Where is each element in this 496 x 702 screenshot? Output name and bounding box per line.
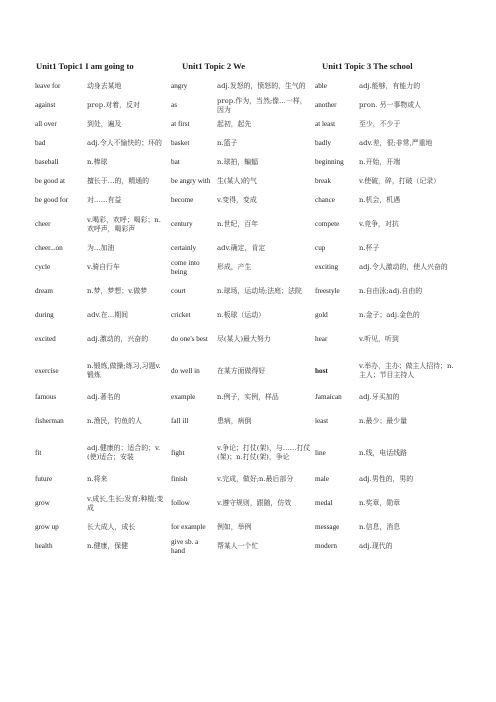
vocab-definition: 患病，病倒 — [217, 417, 252, 426]
vocab-word: health — [35, 542, 53, 551]
vocab-definition: adj.著名的 — [87, 393, 121, 402]
vocab-word: bat — [171, 158, 180, 167]
vocab-definition: v.成长,生长;发育;种植;变成 — [87, 494, 164, 512]
vocab-word: finish — [171, 475, 188, 484]
vocab-word: be good for — [35, 196, 69, 205]
vocab-word: cricket — [171, 311, 191, 320]
vocab-definition: n.最少；最少量 — [359, 417, 407, 426]
vocab-word: hear — [315, 335, 328, 344]
vocab-definition: n.板球（运动） — [217, 311, 265, 320]
vocab-word: example — [171, 393, 196, 402]
vocab-definition: v.竞争，对抗 — [359, 220, 399, 229]
vocab-word: leave for — [35, 82, 61, 91]
vocab-word: do well in — [171, 366, 200, 375]
vocab-definition: n.梦，梦想；v.做梦 — [87, 287, 148, 296]
vocab-word: excited — [35, 335, 56, 344]
table-row — [33, 77, 461, 96]
vocab-word: cheer...on — [35, 244, 63, 253]
vocab-definition: n.奖章，勋章 — [359, 499, 401, 508]
vocab-word: fight — [171, 448, 185, 457]
vocab-word: become — [171, 196, 194, 205]
vocab-definition: adj.健康的；适合的；v.(使)适合；安装 — [87, 444, 161, 461]
vocab-definition: 例如，举例 — [217, 523, 252, 532]
vocab-definition: n.棒球 — [87, 158, 108, 167]
vocab-word: dream — [35, 287, 53, 296]
vocab-definition: 为...加油 — [87, 244, 115, 253]
vocab-word: during — [35, 311, 54, 320]
vocab-word: give sb. a hand — [171, 537, 199, 555]
table-row — [33, 306, 461, 325]
vocab-definition: n.球场，运动场;法庭；法院 — [217, 287, 302, 296]
table-row — [33, 239, 461, 258]
vocab-definition: n.篮子 — [217, 139, 238, 148]
vocab-definition: v.喝彩，欢呼；喝彩；n.欢呼声，喝彩声 — [87, 215, 161, 233]
vocab-word: baseball — [35, 158, 59, 167]
table-row — [33, 537, 461, 556]
vocab-definition: 起初，起先 — [217, 120, 252, 129]
vocab-word: bad — [35, 139, 46, 148]
vocab-definition: prep.作为，当然;像…一样，因为 — [217, 96, 307, 114]
vocab-word: court — [171, 287, 186, 296]
vocab-definition: prep.对着，反对 — [87, 101, 140, 110]
vocab-definition: 尽(某人)最大努力 — [217, 335, 271, 344]
vocab-definition: v.使破，碎，打破（记录） — [359, 177, 441, 186]
vocab-word: message — [315, 523, 340, 532]
vocab-definition: 形成，产生 — [217, 263, 252, 272]
vocab-word: cheer — [35, 220, 51, 229]
vocab-definition: adj.能够，有能力的 — [359, 82, 421, 91]
vocab-definition: n.世纪，百年 — [217, 220, 259, 229]
vocab-definition: n.金子；adj.金色的 — [359, 311, 420, 320]
vocab-definition: adj.男性的，男的 — [359, 475, 414, 484]
vocab-word: modern — [315, 542, 337, 551]
vocab-word: be angry with — [171, 177, 211, 186]
vocab-definition: 在某方面做得好 — [217, 366, 266, 375]
vocab-definition: n.线，电话线路 — [359, 448, 407, 457]
vocab-word: another — [315, 101, 337, 110]
vocab-definition: adj.令人激动的，使人兴奋的 — [359, 263, 448, 272]
vocab-word: fit — [35, 448, 42, 457]
vocab-definition: v.听见，听到 — [359, 335, 399, 344]
vocab-definition: n.健康，保健 — [87, 542, 129, 551]
vocab-definition: pron. 另一事物或人 — [359, 101, 422, 110]
vocab-definition: 长大成人，成长 — [87, 523, 136, 532]
vocab-definition: adj.现代的 — [359, 542, 393, 551]
vocab-definition: adv.在...期间 — [87, 311, 129, 320]
vocab-word: cycle — [35, 263, 51, 272]
vocab-definition: v.变得，变成 — [217, 196, 257, 205]
vocab-definition: v.完成，做好;n.最后部分 — [217, 475, 294, 484]
vocab-word: line — [315, 448, 326, 457]
vocab-word: grow up — [35, 523, 59, 532]
vocabulary-table — [33, 77, 461, 556]
table-row — [33, 96, 461, 115]
vocab-definition: n.信息，消息 — [359, 523, 401, 532]
vocab-word: century — [171, 220, 193, 229]
vocab-definition: n.渔民，钓鱼的人 — [87, 417, 142, 426]
vocab-word: angry — [171, 82, 188, 91]
header-topic3: Unit1 Topic 3 The school — [322, 61, 413, 71]
table-row — [33, 354, 461, 388]
vocab-word: at first — [171, 120, 190, 129]
header-topic1: Unit1 Topic1 I am going to — [36, 61, 134, 71]
vocab-definition: adj.激动的，兴奋的 — [87, 335, 149, 344]
vocab-word: break — [315, 177, 331, 186]
vocab-definition: 生(某人)的气 — [217, 177, 257, 186]
vocab-definition: n.杯子 — [359, 244, 380, 253]
vocab-definition: n.机会，机遇 — [359, 196, 401, 205]
table-row — [33, 210, 461, 239]
vocab-definition: v.骑自行车 — [87, 263, 120, 272]
vocab-definition: adv.差，很;非常,严重地 — [359, 139, 433, 148]
vocab-definition: v.争论；打仗(架)，与……打仗(架)；n.打仗(架)，争论 — [217, 444, 311, 461]
vocab-definition: 动身去某地 — [87, 82, 122, 91]
table-headers — [36, 61, 456, 75]
vocab-word: as — [171, 101, 177, 110]
vocab-word: come into being — [171, 258, 200, 276]
vocab-word: do one's best — [171, 335, 208, 344]
vocab-word: famous — [35, 393, 57, 402]
vocab-word: gold — [315, 311, 328, 320]
vocab-word: freestyle — [315, 287, 340, 296]
vocab-word: compete — [315, 220, 340, 229]
vocab-word: medal — [315, 499, 333, 508]
vocab-word: least — [315, 417, 329, 426]
vocab-definition: 对……有益 — [87, 196, 122, 205]
vocab-definition: 至少，不少于 — [359, 120, 401, 129]
table-row — [33, 325, 461, 354]
vocab-word: against — [35, 101, 56, 110]
table-row — [33, 153, 461, 172]
vocab-word: able — [315, 82, 327, 91]
vocab-word: chance — [315, 196, 335, 205]
vocab-word: at least — [315, 120, 336, 129]
vocab-definition: adj.牙买加的 — [359, 393, 400, 402]
table-row — [33, 191, 461, 210]
vocab-word: male — [315, 475, 329, 484]
vocab-word: beginning — [315, 158, 344, 167]
vocab-word: cup — [315, 244, 326, 253]
vocab-definition: 到处，遍及 — [87, 120, 122, 129]
vocab-word: certainly — [171, 244, 197, 253]
vocab-word: Jamaican — [315, 393, 342, 402]
table-row — [33, 277, 461, 306]
vocab-word: exciting — [315, 263, 339, 272]
table-row — [33, 258, 461, 277]
vocab-definition: n.自由泳;adj.自由的 — [359, 287, 423, 296]
table-row — [33, 407, 461, 436]
vocab-word: all over — [35, 120, 57, 129]
vocab-word: future — [35, 475, 53, 484]
vocab-word: grow — [35, 499, 50, 508]
table-row — [33, 470, 461, 489]
vocab-definition: n.例子，实例，样品 — [217, 393, 279, 402]
table-row — [33, 489, 461, 518]
table-row — [33, 436, 461, 470]
table-row — [33, 172, 461, 191]
vocab-definition: adv.确定，肯定 — [217, 244, 266, 253]
vocab-definition: adj.令人不愉快的；坏的 — [87, 139, 162, 148]
vocab-word: for example — [171, 523, 206, 532]
vocab-word: exercise — [35, 366, 59, 375]
vocab-word: fisherman — [35, 417, 64, 426]
table-row — [33, 134, 461, 153]
vocab-word: host — [315, 366, 328, 375]
vocab-definition: 擅长于…的，精通的 — [87, 177, 150, 186]
table-row — [33, 518, 461, 537]
vocab-word: fall ill — [171, 417, 189, 426]
vocab-definition: 帮某人一个忙 — [217, 542, 259, 551]
vocab-word: basket — [171, 139, 190, 148]
vocab-definition: adj.发怒的，愤怒的，生气的 — [217, 82, 306, 91]
header-topic2: Unit1 Topic 2 We — [182, 61, 246, 71]
vocab-definition: n.将来 — [87, 475, 108, 484]
vocab-definition: v.遵守规则，跟随，仿效 — [217, 499, 292, 508]
vocab-word: badly — [315, 139, 331, 148]
vocab-definition: n.开始，开端 — [359, 158, 401, 167]
vocab-definition: n.球拍，蝙蝠 — [217, 158, 259, 167]
table-row — [33, 115, 461, 134]
vocab-definition: v.举办，主办；做主人招待；n.主人；节目主持人 — [359, 362, 454, 379]
vocab-word: be good at — [35, 177, 65, 186]
vocab-definition: n.锻炼,做操;练习,习题v.锻炼 — [87, 362, 161, 379]
vocab-word: follow — [171, 499, 190, 508]
table-row — [33, 388, 461, 407]
